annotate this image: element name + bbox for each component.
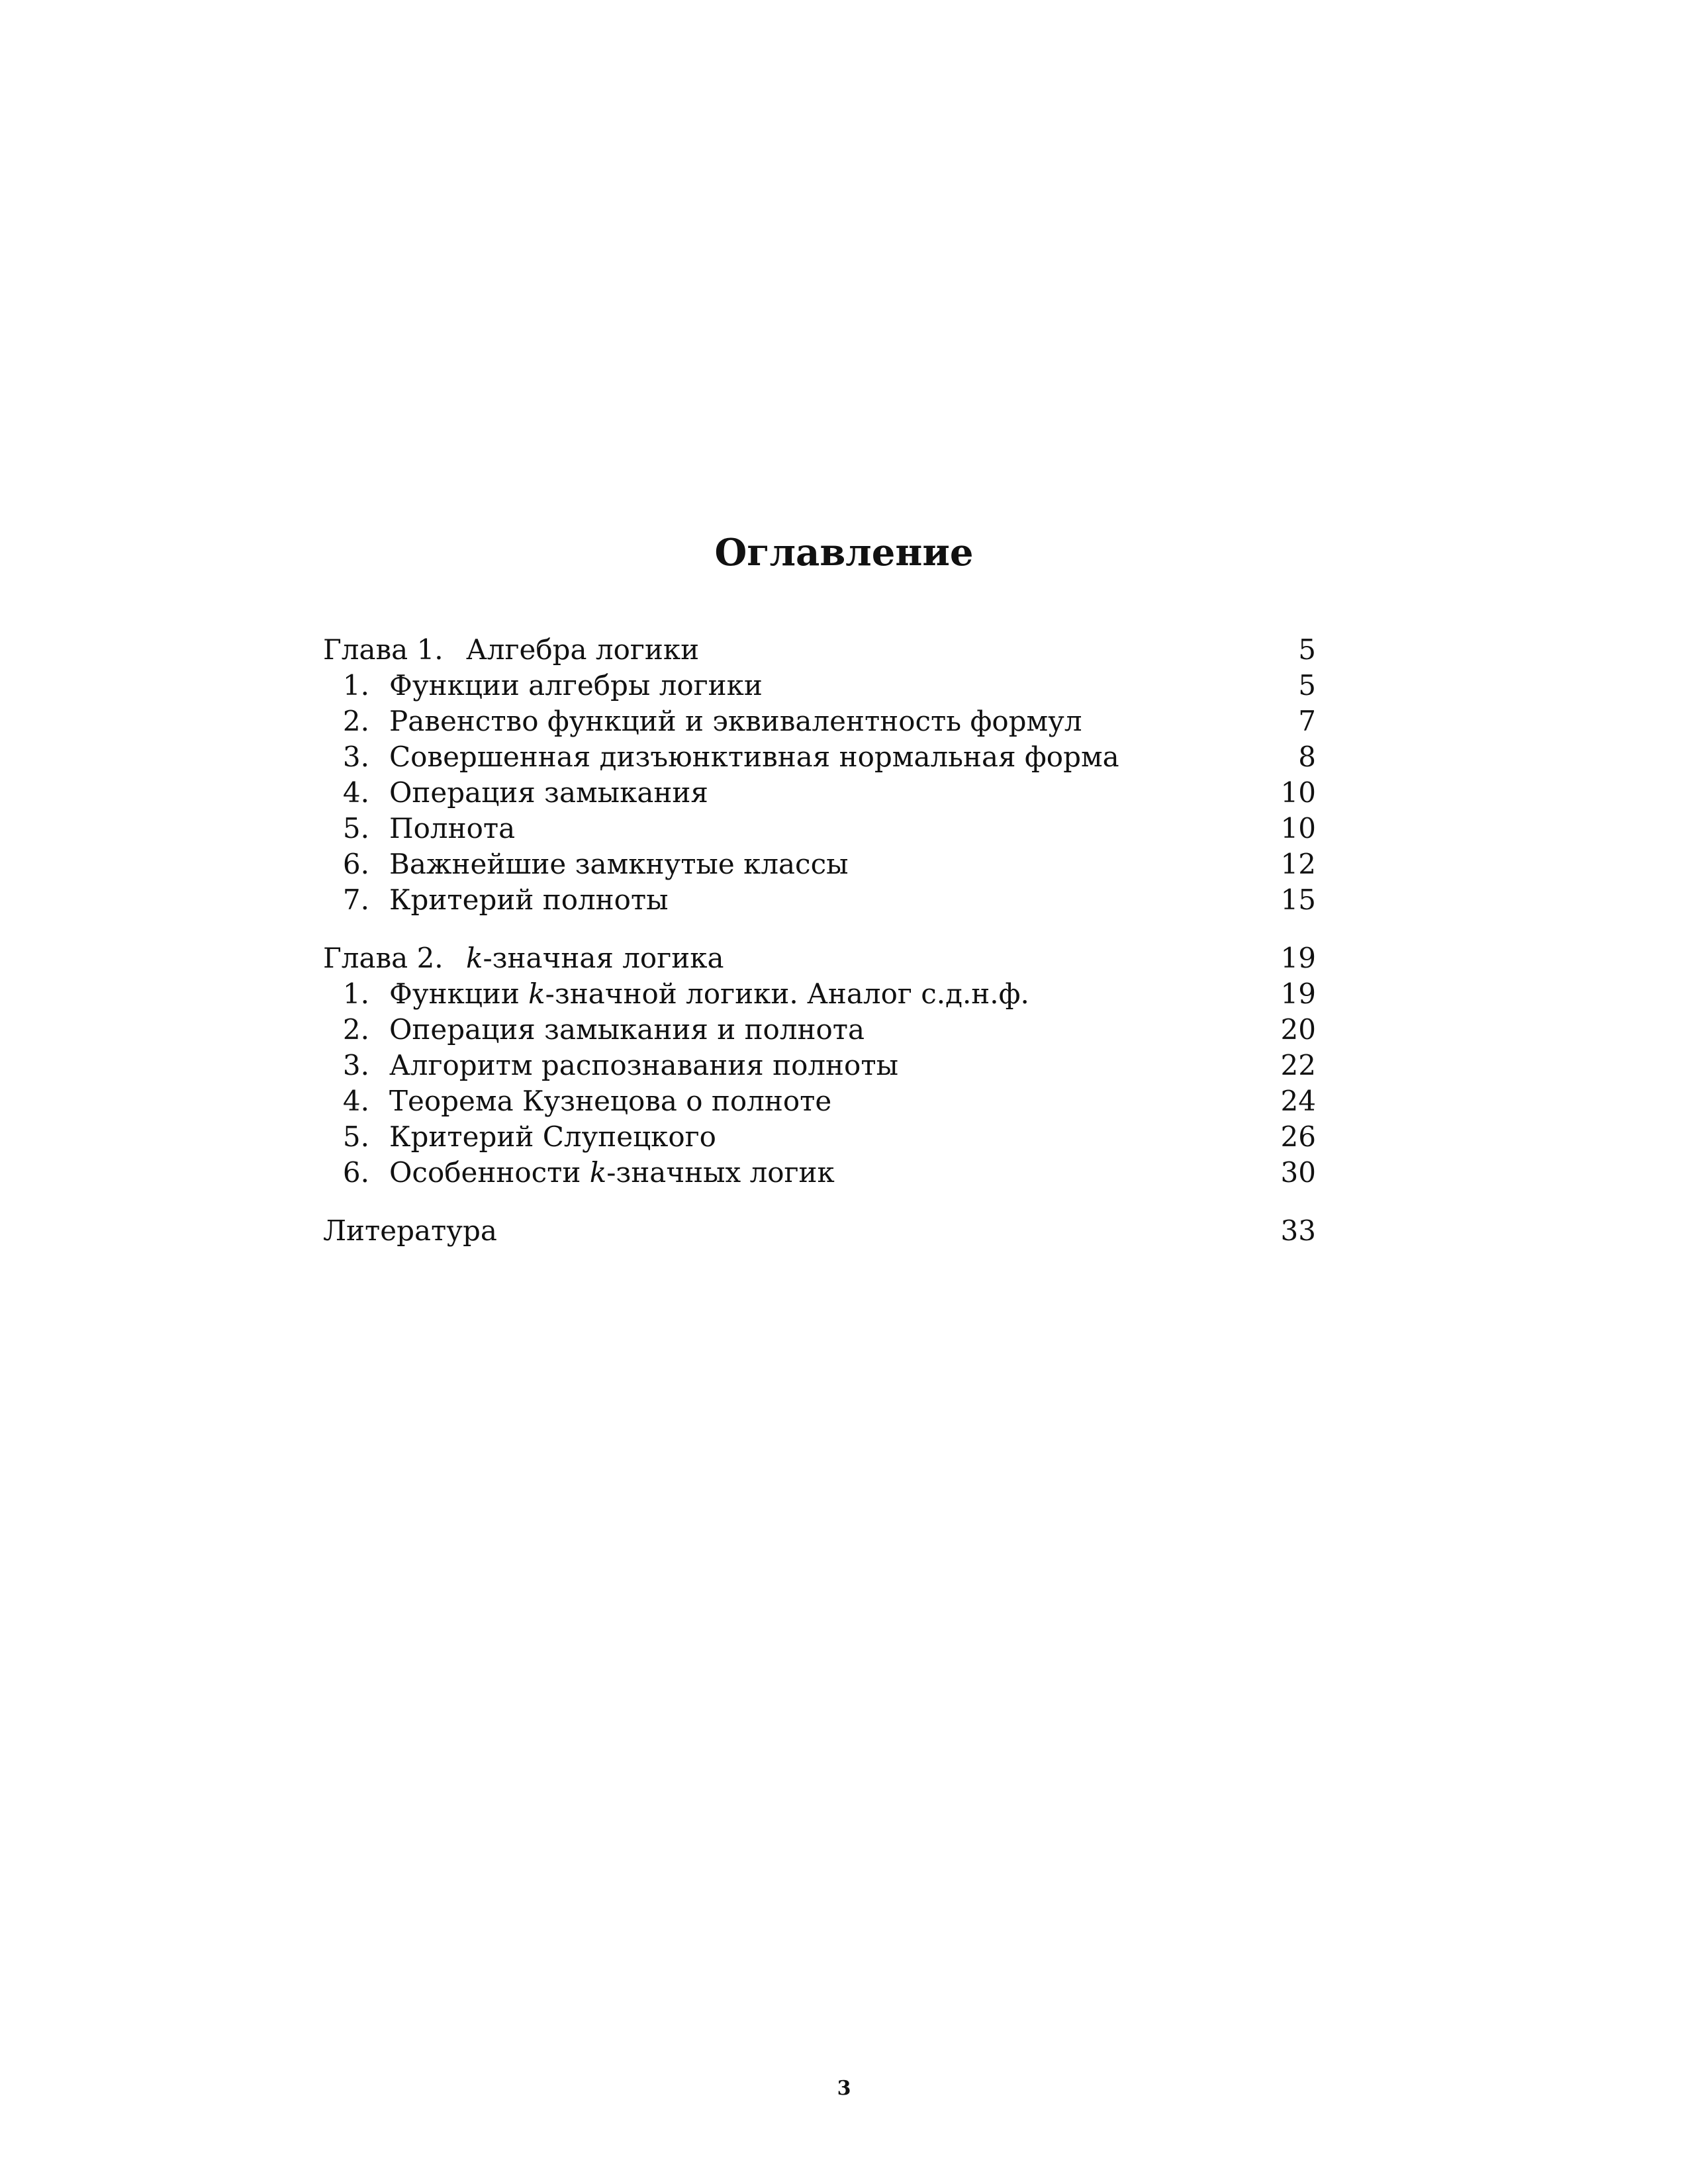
literature-section [323,1213,1316,1249]
chapter-2-title [466,940,1237,976]
entry-number: 7. [342,884,369,916]
entry-page: 22 [1280,1049,1316,1081]
entry-number: 5. [342,1120,369,1153]
entry-number: 6. [342,1156,369,1189]
toc-entry-2-3[interactable] [323,1048,1316,1083]
entry-title: Важнейшие замкнутые классы [389,848,849,880]
entry-page: 10 [1280,776,1316,809]
toc-entry-2-1[interactable] [323,976,1316,1012]
entry-page: 12 [1280,848,1316,880]
entry-page: 19 [1280,978,1316,1010]
chapter-1-section [323,632,1316,918]
toc-entry-1-1[interactable] [323,668,1316,704]
entry-page: 30 [1280,1156,1316,1189]
toc-entry-2-6[interactable] [323,1155,1316,1191]
entry-title: Операция замыкания и полнота [389,1013,865,1046]
entry-number: 3. [342,1049,369,1081]
chapter-2-page: 19 [1280,942,1316,974]
entry-number: 1. [342,978,369,1010]
chapter-1-row[interactable] [323,632,1316,668]
entry-title: Равенство функций и эквивалентность формул [389,705,1082,737]
toc-entry-2-2[interactable] [323,1012,1316,1048]
entry-number: 4. [342,776,369,809]
entry-title: Совершенная дизъюнктивная нормальная форма [389,741,1119,773]
entry-title-part-a: Функции [389,978,529,1010]
entry-page: 20 [1280,1013,1316,1046]
chapter-1-page: 5 [1298,633,1316,666]
chapter-1-title: Алгебра логики [466,633,700,666]
entry-title: Критерий полноты [389,884,669,916]
literature-row[interactable] [323,1213,1316,1249]
entry-title-part-b: -значной логики. Аналог с.д.н.ф. [545,978,1029,1010]
chapter-2-section [323,940,1316,1191]
entry-page: 10 [1280,812,1316,844]
entry-page: 24 [1280,1085,1316,1117]
chapter-2-title-rest: -значная логика [483,942,724,974]
entry-title: Операция замыкания [389,776,708,809]
entry-number: 2. [342,1013,369,1046]
entry-number: 1. [342,669,369,702]
toc-entry-2-4[interactable] [323,1083,1316,1119]
entry-title: Критерий Слупецкого [389,1120,716,1153]
entry-title-part-a: Особенности [389,1156,590,1189]
entry-number: 6. [342,848,369,880]
toc-entry-2-5[interactable] [323,1119,1316,1155]
entry-number: 2. [342,705,369,737]
chapter-2-title-k: k [466,942,483,974]
entry-title: Алгоритм распознавания полноты [389,1049,899,1081]
entry-title [389,976,1237,1012]
entry-number: 3. [342,741,369,773]
toc-entry-1-7[interactable] [323,882,1316,918]
entry-number: 5. [342,812,369,844]
entry-page: 7 [1298,705,1316,737]
entry-title-k: k [589,1156,607,1189]
toc-heading: Оглавление [714,531,974,574]
table-of-contents [323,632,1316,1271]
chapter-2-prefix: Глава 2. [323,942,444,974]
toc-entry-1-2[interactable] [323,704,1316,739]
literature-page: 33 [1280,1214,1316,1247]
entry-title [389,1155,1237,1191]
page-number: 3 [837,2077,851,2100]
entry-page: 15 [1280,884,1316,916]
entry-title: Теорема Кузнецова о полноте [389,1085,832,1117]
entry-title-part-b: -значных логик [606,1156,835,1189]
entry-page: 8 [1298,741,1316,773]
chapter-1-prefix: Глава 1. [323,633,444,666]
chapter-2-row[interactable] [323,940,1316,976]
entry-page: 26 [1280,1120,1316,1153]
entry-page: 5 [1298,669,1316,702]
entry-number: 4. [342,1085,369,1117]
entry-title: Полнота [389,812,516,844]
toc-entry-1-4[interactable] [323,775,1316,811]
literature-title: Литература [323,1214,497,1247]
toc-entry-1-6[interactable] [323,846,1316,882]
entry-title: Функции алгебры логики [389,669,763,702]
toc-entry-1-3[interactable] [323,739,1316,775]
toc-entry-1-5[interactable] [323,811,1316,846]
entry-title-k: k [528,978,545,1010]
